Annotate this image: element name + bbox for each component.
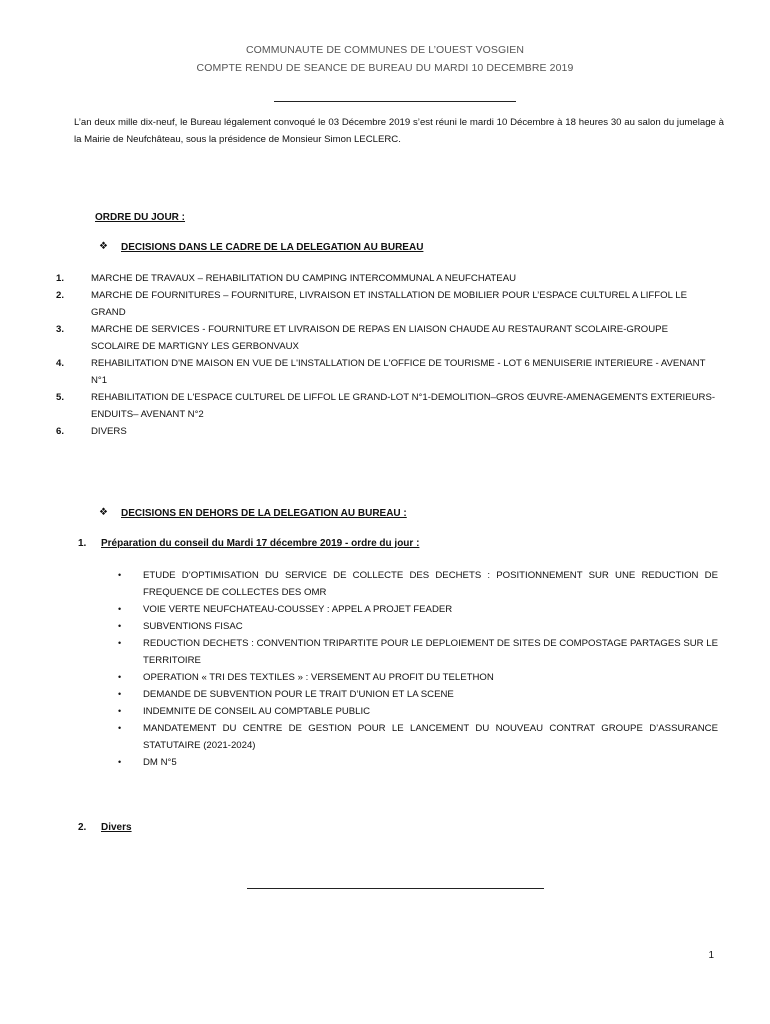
section1-title: DECISIONS DANS LE CADRE DE LA DELEGATION AU BUREAU: [121, 242, 424, 253]
intro-paragraph: L’an deux mille dix-neuf, le Bureau légalement convoqué le 03 Décembre 2019 s’est réuni le mardi 10 Décembre à 18 heures 30 au salon du jumelage à la Mairie de Neufchâteau, sous la présidence de Monsieur Simon LECLERC.: [74, 117, 724, 145]
section2-bullet-list: [118, 567, 718, 771]
section2-title: DECISIONS EN DEHORS DE LA DELEGATION AU BUREAU :: [121, 508, 407, 519]
header-title: COMPTE RENDU DE SEANCE DE BUREAU DU MARDI 10 DECEMBRE 2019: [196, 62, 574, 74]
list-item: • SUBVENTIONS FISAC: [118, 621, 243, 632]
list-item: • OPERATION « TRI DES TEXTILES » : VERSEMENT AU PROFIT DU TELETHON: [118, 672, 494, 683]
section1-list: [56, 270, 716, 440]
list-item: • VOIE VERTE NEUFCHATEAU-COUSSEY : APPEL A PROJET FEADER: [118, 604, 453, 615]
list-item: 1. MARCHE DE TRAVAUX – REHABILITATION DU CAMPING INTERCOMMUNAL A NEUFCHATEAU: [56, 273, 517, 284]
header-rule: [274, 101, 516, 102]
list-item: • INDEMNITE DE CONSEIL AU COMPTABLE PUBLIC: [118, 706, 371, 717]
list-item: 3. MARCHE DE SERVICES - FOURNITURE ET LIVRAISON DE REPAS EN LIAISON CHAUDE AU RESTAURANT SCOLAIRE-GROUPE SCOLAIRE DE MARTIGNY LES GERBONVAUX: [56, 324, 668, 352]
page-number: 1: [708, 950, 714, 961]
sub1-number: 1.: [78, 538, 87, 549]
list-item: • REDUCTION DECHETS : CONVENTION TRIPARTITE POUR LE DEPLOIEMENT DE SITES DE COMPOSTAGE PARTAGES SUR LE TERRITOIRE: [118, 638, 718, 666]
footer-rule: [247, 888, 544, 889]
list-item: 5. REHABILITATION DE L'ESPACE CULTUREL DE LIFFOL LE GRAND-LOT N°1-DEMOLITION–GROS ŒUVRE-AMENAGEMENTS EXTERIEURS-ENDUITS– AVENANT N°2: [56, 392, 716, 420]
sub2-number: 2.: [78, 822, 87, 833]
diamond-bullet-icon: ❖: [99, 241, 108, 252]
list-item: 4. REHABILITATION D'NE MAISON EN VUE DE L'INSTALLATION DE L'OFFICE DE TOURISME - LOT 6 MENUISERIE INTERIEURE - AVENANT N°1: [56, 358, 706, 386]
list-item: • DM N°5: [118, 757, 177, 768]
header-org: COMMUNAUTE DE COMMUNES DE L’OUEST VOSGIEN: [245, 44, 525, 56]
list-item: • DEMANDE DE SUBVENTION POUR LE TRAIT D’UNION ET LA SCENE: [118, 689, 454, 700]
diamond-bullet-icon: ❖: [99, 507, 108, 518]
list-item: • ETUDE D’OPTIMISATION DU SERVICE DE COLLECTE DES DECHETS : POSITIONNEMENT SUR UNE REDUCTION DE FREQUENCE DE COLLECTES DES OMR: [118, 570, 718, 598]
agenda-heading: ORDRE DU JOUR :: [95, 212, 186, 223]
list-item: 2. MARCHE DE FOURNITURES – FOURNITURE, LIVRAISON ET INSTALLATION DE MOBILIER POUR L’ESPACE CULTUREL A LIFFOL LE GRAND: [56, 290, 687, 318]
list-item: 6. DIVERS: [56, 426, 127, 437]
sub1-title: Préparation du conseil du Mardi 17 décembre 2019 - ordre du jour :: [101, 538, 420, 549]
sub2-title: Divers: [101, 822, 132, 833]
list-item: • MANDATEMENT DU CENTRE DE GESTION POUR LE LANCEMENT DU NOUVEAU CONTRAT GROUPE D’ASSURANCE STATUTAIRE (2021-2024): [118, 723, 718, 751]
